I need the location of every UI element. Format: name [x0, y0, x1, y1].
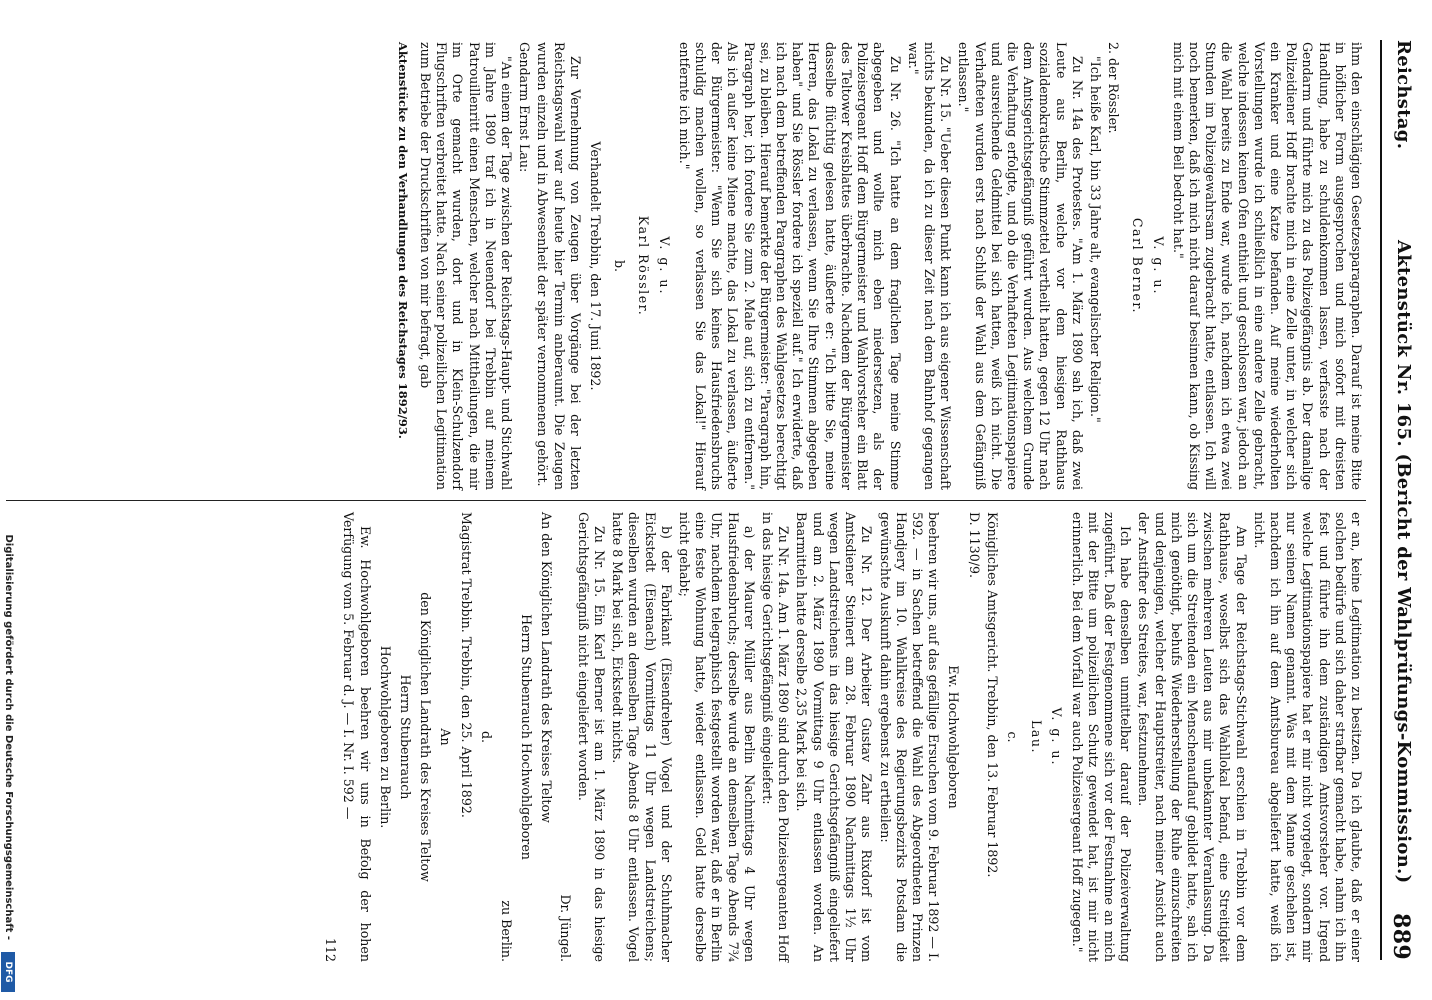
col2-paragraph: Am Tage der Reichstags-Stichwahl erschien in Trebbin vor dem Rathhause, woselbst sich das Wahllokal befand, eine Streitigkeit zwischen mehreren Leuten aus mir unbekannter Veranlassung. Da sich um die Streitenden ein Menschenauflauf gebildet hatte, sah ich mich genöthigt, behufs Wiederherstellung der Ruhe einzuschreiten und denjenigen, welcher der Hauptstreiter, nach meiner Ansicht auch der Anstifter des Streites, war, festzunehmen.: [1136, 512, 1249, 962]
col1-witness-name: Carl Berner.: [1130, 217, 1146, 315]
col1-paragraph: "Ich heiße Karl, bin 33 Jahre alt, evangelischer Religion.": [1087, 56, 1103, 423]
col2-paragraph: Zu Nr. 14a. Am 1. März 1890 sind durch den Polizeisergeanten Hoff in das hiesige Gerichtsgefängniß eingeliefert:: [760, 512, 792, 962]
recipient-line: den Königlichen Landrath des Kreises Teltow: [418, 592, 434, 882]
credit-text: Digitalisierung gefördert durch die Deutsche Forschungsgemeinschaft -: [3, 534, 14, 940]
col1-paragraph: "An einem der Tage zwischen der Reichstags-Haupt- und Stichwahl im Jahre 1890 traf ich in Neuendorf bei Trebbin auf meinem Patrouillenritt einen Menschen, welcher nach Mittheilungen, die mir im Orte gemacht wurden, dort und in Klein-Schulzendorf Flugschriften verbreitet hatte. Nach seiner polizeilichen Legitimation zum Betriebe der Druckschriften von mir befragt, gab: [418, 42, 515, 490]
footer-note: Aktenstücke zu den Verhandlungen des Reichstages 1892/93.: [395, 42, 410, 439]
dfg-logo: DFG: [1, 952, 15, 992]
recipient-an: An: [438, 728, 454, 746]
col1-witness-label: Gendarm Ernst Lau:: [517, 42, 533, 173]
section-d-label: d.: [478, 730, 494, 744]
header-title: Aktenstück Nr. 165. (Bericht der Wahlprüfungs-Kommission.): [1393, 240, 1414, 884]
left-column: [393, 42, 1364, 490]
recipient-line: Herrn Stubenrauch: [398, 674, 414, 800]
col1-paragraph: Zur Vernehmung von Zeugen über Vorgänge bei der letzten Reichstagswahl war auf heute hier Termin anberaumt. Die Zeugen wurden einzeln und in Abwesenheit der später vernommenen gehört.: [535, 42, 583, 490]
address-line: Herrn Stubenrauch Hochwohlgeboren: [519, 614, 535, 860]
right-column: [320, 512, 1364, 962]
col1-signature-mark: V. g. u.: [1150, 236, 1166, 296]
col2-paragraph: Zu Nr. 12. Der Arbeiter Gustav Zahr aus Rixdorf ist vom Amtsdiener Steinert am 28. Februar 1890 Nachmittags 1½ Uhr wegen Landstreichens in das hiesige Gerichtsgefängniß eingeliefert und am 2. März 1890 Vormittags 9 Uhr entlassen worden. An Baarmitteln hatte derselbe 2,35 Mark bei sich.: [794, 512, 875, 962]
signer-name: Dr. Jüngel.: [557, 894, 573, 962]
page-number: 889: [1388, 913, 1414, 960]
col1-paragraph: Zu Nr. 26. "Ich hatte an dem fraglichen Tage meine Stimme abgegeben und wollte mich eben niedersetzen, als der Polizeisergeant Hoff dem Bürgermeister und Wahlvorsteher ein Blatt des Teltower Kreisblattes überbrachte. Nachdem der Bürgermeister dasselbe flüchtig gelesen hatte, äußerte er: "Ich bitte Sie, meine Herren, das Lokal zu verlassen, wenn Sie Ihre Stimmen abgegeben haben" und Sie Rössler fordere ich speziell auf." Ich erwiderte, daß ich nach dem betreffenden Paragraphen des Wahlgesetzes berechtigt sei, zu bleiben. Hierauf bemerkte der Bürgermeister: "Paragraph hin, Paragraph her, ich fordere Sie zum 2. Male auf, sich zu entfernen." Als ich außer keine Miene machte, das Lokal zu verlassen, äußerte der Bürgermeister: "Wenn Sie sich keines Hausfriedensbruchs schuldig machen wollen, so verlassen Sie das Lokal!" Hierauf entfernte ich mich.": [676, 42, 903, 490]
col2-paragraph: er an, keine Legitimation zu besitzen. Da ich glaubte, daß er einer solchen bedürfe und sich daher strafbar gemacht habe, nahm ich ihn fest und führte ihn dem zuständigen Amtsvorsteher vor. Irgend welche Legitimationspapiere hat er mir nicht vorgelegt, sondern mir nur seinen Namen genannt. Was mit dem Manne geschehen ist, nachdem ich ihn auf dem Amtsbureau abgeliefert hatte, weiß ich nicht.: [1251, 512, 1364, 962]
list-item-a: a) der Maurer Müller aus Berlin Nachmittags 4 Uhr wegen Hausfriedensbruchs; derselbe wurde an demselben Tage Abends 7¾ Uhr, nachdem telegraphisch festgestellt worden war, daß er in Berlin eine feste Wohnung hatte, wieder entlassen. Geld hatte derselbe nicht gehabt;: [677, 512, 757, 962]
column-divider: [6, 500, 1366, 501]
section-b-label: b.: [612, 259, 628, 273]
col2-paragraph: Ew. Hochwohlgeboren beehren wir uns in Befolg der hohen Verfügung vom 5. Februar d. J. — I. Nr. I. 592 —: [341, 512, 373, 962]
col1-paragraph: Zu Nr. 15. "Ueber diesen Punkt kann ich aus eigener Wissenschaft nichts bekunden, da ich zu dieser Zeit nach dem Bahnhof gegangen war.": [905, 42, 954, 490]
col2-signature-mark: V. g. u.: [1049, 707, 1065, 767]
col1-paragraph: ihm den einschlägigen Gesetzesparagraphen. Darauf ist meine Bitte in höflicher Form ausgesprochen und mich sofort mit dreisten Handlung, habe zu schuldenkommen lassen, verfasste nach der Gendarm und führte mich zu das Polizeigefängnis ab. Der damalige Polizeidiener Hoff brachte mich in eine Zelle unter, in welcher sich ein Kranker und eine Katze befanden. Auf meine wiederholten Vorstellungen wurde ich schließlich in eine andere Zelle gebracht, welche indessen keinen Ofen enthielt und geschlossen war, jedoch an die Wahl bereits zu Ende war, wurde ich, nachdem ich etwa zwei Stunden im Polizeigewahrsam zugebracht hatte, entlassen. Ich will noch bemerken, daß ich mich nicht darauf besinnen kann, ob Kissing mich mit einem Beil bedroht hat.": [1170, 42, 1364, 490]
list-item-b: b) der Fabrikant (Eisendreher) Vogel und der Schuhmacher Eickstedt (Eisenach) Vormittags 11 Uhr wegen Landstreichens; dieselben wurden an demselben Tage Abends 8 Uhr entlassen. Vogel hatte 8 Mark bei sich, Eickstedt nichts.: [610, 512, 674, 962]
address-line: zu Berlin.: [499, 900, 515, 962]
header-rule: [1380, 40, 1382, 960]
address-line: An den Königlichen Landrath des Kreises Teltow: [539, 512, 555, 823]
col2-paragraph: beehren wir uns, auf das gefällige Ersuchen vom 9. Februar 1892 — I. 592. — in Sachen betreffend die Wahl des Abgeordneten Prinzen Handjery im 10. Wahlkreise des Regierungsbezirks Potsdam die gewünschte Auskunft dahin ergebenst zu ertheilen:: [877, 512, 942, 962]
col1-item-heading: 2. der Rössler.: [1106, 42, 1122, 134]
col1-paragraph: Zu Nr. 14a des Protestes. "Am 1. März 1890 sah ich, daß zwei Leute aus Berlin, welche vor dem hiesigen Rathhaus sozialdemokratische Stimmzettel vertheilt hatten, gegen 12 Uhr nach dem Amtsgerichtsgefängniß geführt wurden. Aus welchem Grunde die Verhaftung erfolgte, und ob die Verhafteten Legitimationspapiere und ausreichende Geldmittel bei sich hatten, weiß ich nicht. Die Verhafteten wurden erst nach Schluß der Wahl aus dem Gefängniß entlassen.": [956, 42, 1085, 490]
recipient-line: Hochwohlgeboren zu Berlin.: [377, 645, 393, 829]
catchword: 112: [323, 937, 339, 962]
court-office-line: Königliches Amtsgericht. Trebbin, den 13. Februar 1892.: [984, 512, 1000, 878]
col1-witness-name: Karl Rössler.: [636, 215, 652, 317]
salutation: Ew. Hochwohlgeboren: [946, 665, 962, 809]
reference-number: D. 1130/9.: [966, 512, 982, 578]
col2-paragraph: Ich habe denselben unmittelbar darauf der Polizeiverwaltung zugeführt. Daß der Festgenommene sich vor der Festnahme an mich mit der Bitte um polizeilichen Schutz gewendet hat, ist mir nicht erinnerlich. Bei dem Vorfall war auch Polizeisergeant Hoff zugegen.": [1069, 512, 1134, 962]
section-c-label: c.: [1004, 731, 1020, 743]
section-b-date: Verhandelt Trebbin, den 17. Juni 1892.: [588, 141, 604, 391]
header-left: Reichstag.: [1393, 40, 1414, 150]
digitization-credit: [0, 0, 16, 1000]
col2-paragraph: Zu Nr. 15. Ein Karl Berner ist am 1. März 1890 in das hiesige Gerichtsgefängniß nicht eingeliefert worden.: [575, 512, 608, 962]
magistrate-line: Magistrat Trebbin. Trebbin, den 25. April 1892.: [458, 512, 474, 818]
col2-witness-name: Lau.: [1029, 720, 1045, 754]
col1-signature-mark: V. g. u.: [656, 236, 672, 296]
